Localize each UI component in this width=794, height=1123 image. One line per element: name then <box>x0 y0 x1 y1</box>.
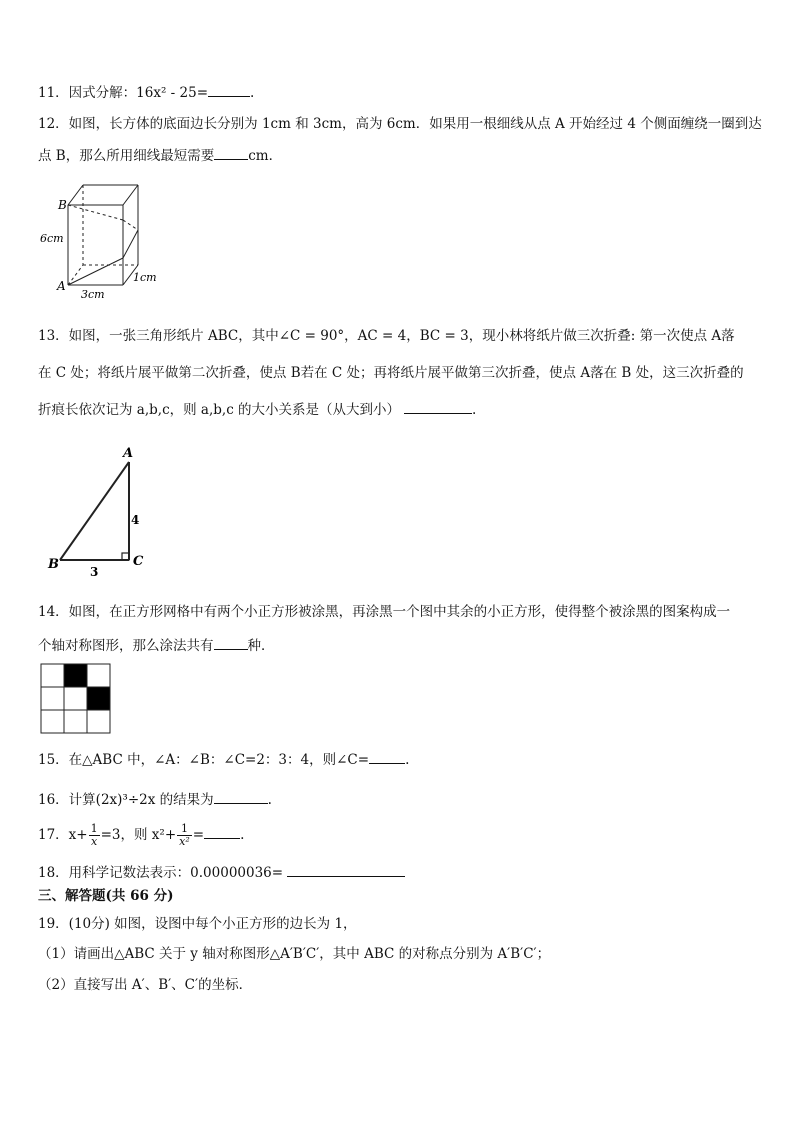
label-depth: 1cm <box>133 271 157 284</box>
question-13-line-3: 折痕长依次记为 a,b,c，则 a,b,c 的大小关系是（从大到小） . <box>38 402 477 418</box>
fraction-one-over-x-squared: $\frac{1}{\text{x²}}$ <box>179 822 190 848</box>
answer-blank <box>404 400 472 414</box>
question-11: 11．因式分解：16x² - 25= . <box>38 85 255 101</box>
grid-cell <box>41 687 64 710</box>
question-14-line-2: 个轴对称图形，那么涂法共有 种． <box>38 638 275 654</box>
question-19-line-3: （2）直接写出 A′、B′、C′的坐标． <box>38 977 253 993</box>
answer-blank <box>287 863 405 877</box>
question-18: 18．用科学记数法表示：0.00000036= <box>38 863 405 882</box>
question-13-line-2: 在 C 处；将纸片展平做第二次折叠，使点 B若在 C 处；再将纸片展平做第三次折叠，使点 A落在 B 处，这三次折叠的 <box>38 365 744 381</box>
question-14-line-1: 14．如图，在正方形网格中有两个小正方形被涂黑，再涂黑一个图中其余的小正方形，使得整个被涂黑的图案构成一 <box>38 604 731 620</box>
section-heading: 三、解答题(共 66 分) <box>38 888 174 904</box>
side-ac-length: 4 <box>131 513 140 527</box>
answer-blank <box>214 636 248 650</box>
question-15: 15．在△ABC 中，∠A：∠B：∠C=2：3：4，则∠C= . <box>38 752 410 768</box>
cuboid-figure <box>38 180 168 305</box>
question-12-line-1: 12．如图，长方体的底面边长分别为 1cm 和 3cm，高为 6cm．如果用一根细线从点 A 开始经过 4 个侧面缠绕一圈到达 <box>38 116 762 132</box>
answer-blank <box>214 790 268 804</box>
triangle-figure <box>38 440 158 585</box>
question-12-line-2: 点 B，那么所用细线最短需要 cm． <box>38 148 283 164</box>
question-16: 16．计算(2x)³÷2x 的结果为 . <box>38 792 272 808</box>
grid-cell <box>41 664 64 687</box>
fraction-one-over-x: $\frac{1}{x}$ <box>90 822 98 848</box>
square-grid-figure <box>40 663 112 735</box>
grid-cell <box>64 687 87 710</box>
label-width: 3cm <box>81 288 105 301</box>
question-19-line-1: 19．(10分) 如图，设图中每个小正方形的边长为 1， <box>38 916 357 932</box>
vertex-a: A <box>123 446 134 461</box>
question-17: 17．x+ $\frac{1}{x}$ =3，则 x²+ $\frac{1}{\text{x²}}$ = . <box>38 822 245 848</box>
label-b: B <box>58 198 67 212</box>
grid-cell <box>41 710 64 733</box>
grid-cell-filled <box>64 664 87 687</box>
grid-cell <box>64 710 87 733</box>
label-height: 6cm <box>40 232 64 245</box>
grid-cell <box>87 664 110 687</box>
question-11-text: 11．因式分解：16x² - 25= <box>38 85 209 101</box>
question-13-line-1: 13．如图，一张三角形纸片 ABC，其中∠C = 90°，AC = 4，BC = 3，现小林将纸片做三次折叠: 第一次使点 A落 <box>38 328 735 344</box>
answer-blank <box>214 146 248 160</box>
grid-cell-filled <box>87 687 110 710</box>
question-19-line-2: （1）请画出△ABC 关于 y 轴对称图形△A′B′C′，其中 ABC 的对称点分别为 A′B′C′； <box>38 946 551 962</box>
grid-cell <box>87 710 110 733</box>
side-bc-length: 3 <box>90 565 99 579</box>
answer-blank <box>204 825 240 839</box>
answer-blank <box>369 750 405 764</box>
vertex-b: B <box>48 557 59 572</box>
vertex-c: C <box>133 554 144 569</box>
label-a: A <box>57 279 66 293</box>
answer-blank <box>208 83 250 97</box>
